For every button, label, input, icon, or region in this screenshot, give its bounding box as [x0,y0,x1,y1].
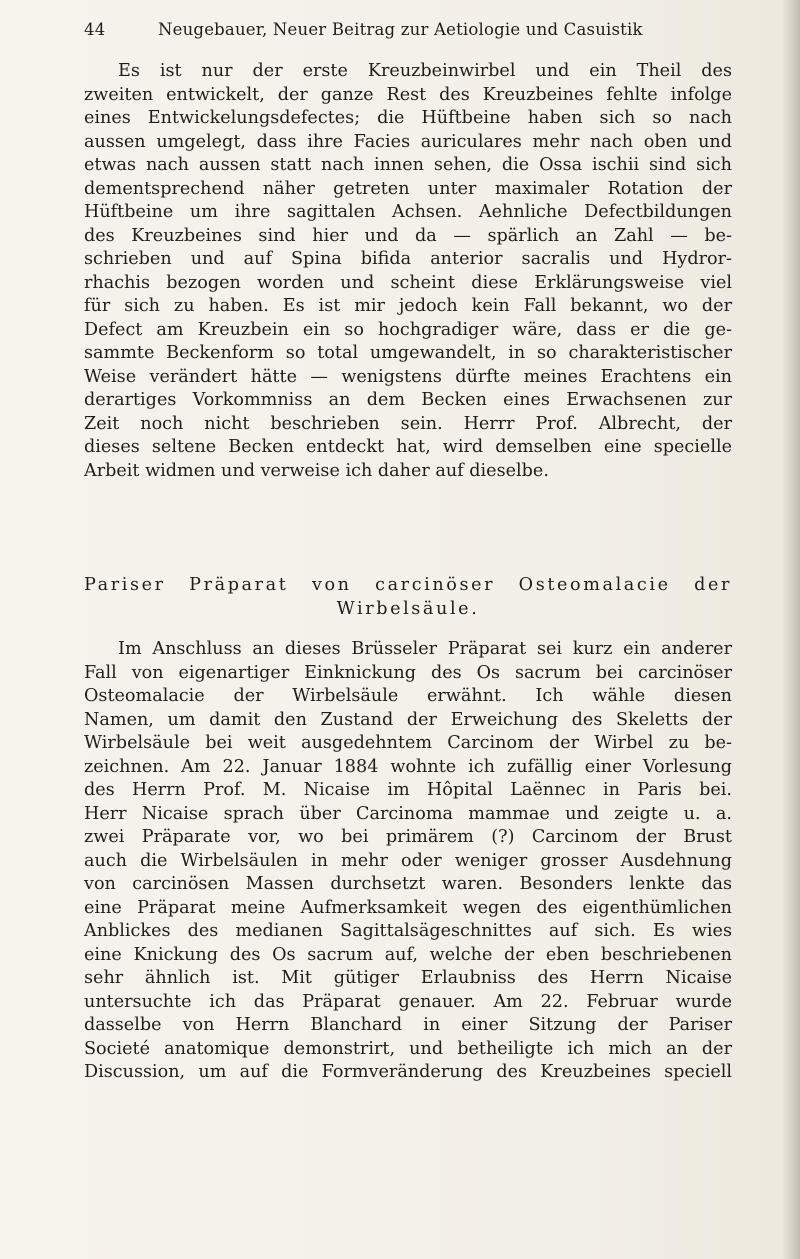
text-line: zeichnen. Am 22. Januar 1884 wohnte ich zufällig einer Vorlesung [84,756,732,777]
section-heading [84,574,732,621]
text-line: Im Anschluss an dieses Brüsseler Präparat sei kurz ein anderer [118,639,732,659]
text-line: eine Knickung des Os sacrum auf, welche der eben beschriebenen [84,944,732,965]
text-line: des Herrn Prof. M. Nicaise im Hôpital Laënnec in Paris bei. [84,780,732,800]
text-line: Discussion, um auf die Formveränderung des Kreuzbeines speciell [84,1062,732,1082]
paragraph-paris-preparation [84,638,732,1085]
text-line: Hüftbeine um ihre sagittalen Achsen. Aehnliche Defectbildungen [84,202,732,222]
text-line: dieses seltene Becken entdeckt hat, wird demselben eine specielle [84,437,732,457]
text-line: Osteomalacie der Wirbelsäule erwähnt. Ich wähle diesen [84,686,732,706]
text-line: schrieben und auf Spina bifida anterior sacralis und Hydror- [84,249,732,269]
text-line: Societé anatomique demonstrirt, und betheiligte ich mich an der [84,1038,732,1059]
text-line: zweiten entwickelt, der ganze Rest des Kreuzbeines fehlte infolge [84,84,732,105]
text-line: eine Präparat meine Aufmerksamkeit wegen des eigenthümlichen [84,897,732,918]
text-line: Zeit noch nicht beschrieben sein. Herrr Prof. Albrecht, der [84,413,732,434]
text-line: zwei Präparate vor, wo bei primärem (?) Carcinom der Brust [84,827,732,847]
page-edge-shadow [782,0,800,1259]
running-title: Neugebauer, Neuer Beitrag zur Aetiologie und Casuistik [158,20,643,39]
text-line: Fall von eigenartiger Einknickung des Os sacrum bei carcinöser [84,662,732,683]
paragraph-brussels-pelvis [84,60,732,483]
text-line: rhachis bezogen worden und scheint diese Erklärungsweise viel [84,272,732,293]
text-line: aussen umgelegt, dass ihre Facies auriculares mehr nach oben und [84,131,732,152]
text-line: dasselbe von Herrn Blanchard in einer Sitzung der Pariser [84,1015,732,1035]
text-line: Herr Nicaise sprach über Carcinoma mammae und zeigte u. a. [84,803,732,824]
running-head [84,20,704,44]
text-line: sehr ähnlich ist. Mit gütiger Erlaubniss des Herrn Nicaise [84,968,732,988]
text-line: Namen, um damit den Zustand der Erweichung des Skeletts der [84,709,732,730]
text-line: Defect am Kreuzbein ein so hochgradiger wäre, dass er die ge- [84,319,732,340]
text-line: eines Entwickelungsdefectes; die Hüftbeine haben sich so nach [84,108,732,128]
text-line: derartiges Vorkommniss an dem Becken eines Erwachsenen zur [84,390,732,410]
text-line: für sich zu haben. Es ist mir jedoch kein Fall bekannt, wo der [84,296,732,316]
text-line: Arbeit widmen und verweise ich daher auf dieselbe. [84,460,549,481]
text-line: Es ist nur der erste Kreuzbeinwirbel und ein Theil des [118,61,732,81]
text-line: sammte Beckenform so total umgewandelt, in so charakteristischer [84,343,732,363]
text-line: untersuchte ich das Präparat genauer. Am 22. Februar wurde [84,991,732,1012]
text-line: Anblickes des medianen Sagittalsägeschnittes auf sich. Es wies [84,921,732,941]
text-line: dementsprechend näher getreten unter maximaler Rotation der [84,178,732,199]
section-heading-line-2: Wirbelsäule. [336,598,480,619]
section-heading-line-1: Pariser Präparat von carcinöser Osteomalacie der [84,575,732,595]
text-line: des Kreuzbeines sind hier und da — spärlich an Zahl — be- [84,225,732,246]
page-number: 44 [84,20,106,39]
text-line: etwas nach aussen statt nach innen sehen, die Ossa ischii sind sich [84,155,732,175]
text-line: auch die Wirbelsäulen in mehr oder weniger grosser Ausdehnung [84,850,732,871]
text-line: von carcinösen Massen durchsetzt waren. Besonders lenkte das [84,874,732,894]
text-line: Wirbelsäule bei weit ausgedehntem Carcinom der Wirbel zu be- [84,733,732,753]
text-line: Weise verändert hätte — wenigstens dürfte meines Erachtens ein [84,366,732,387]
